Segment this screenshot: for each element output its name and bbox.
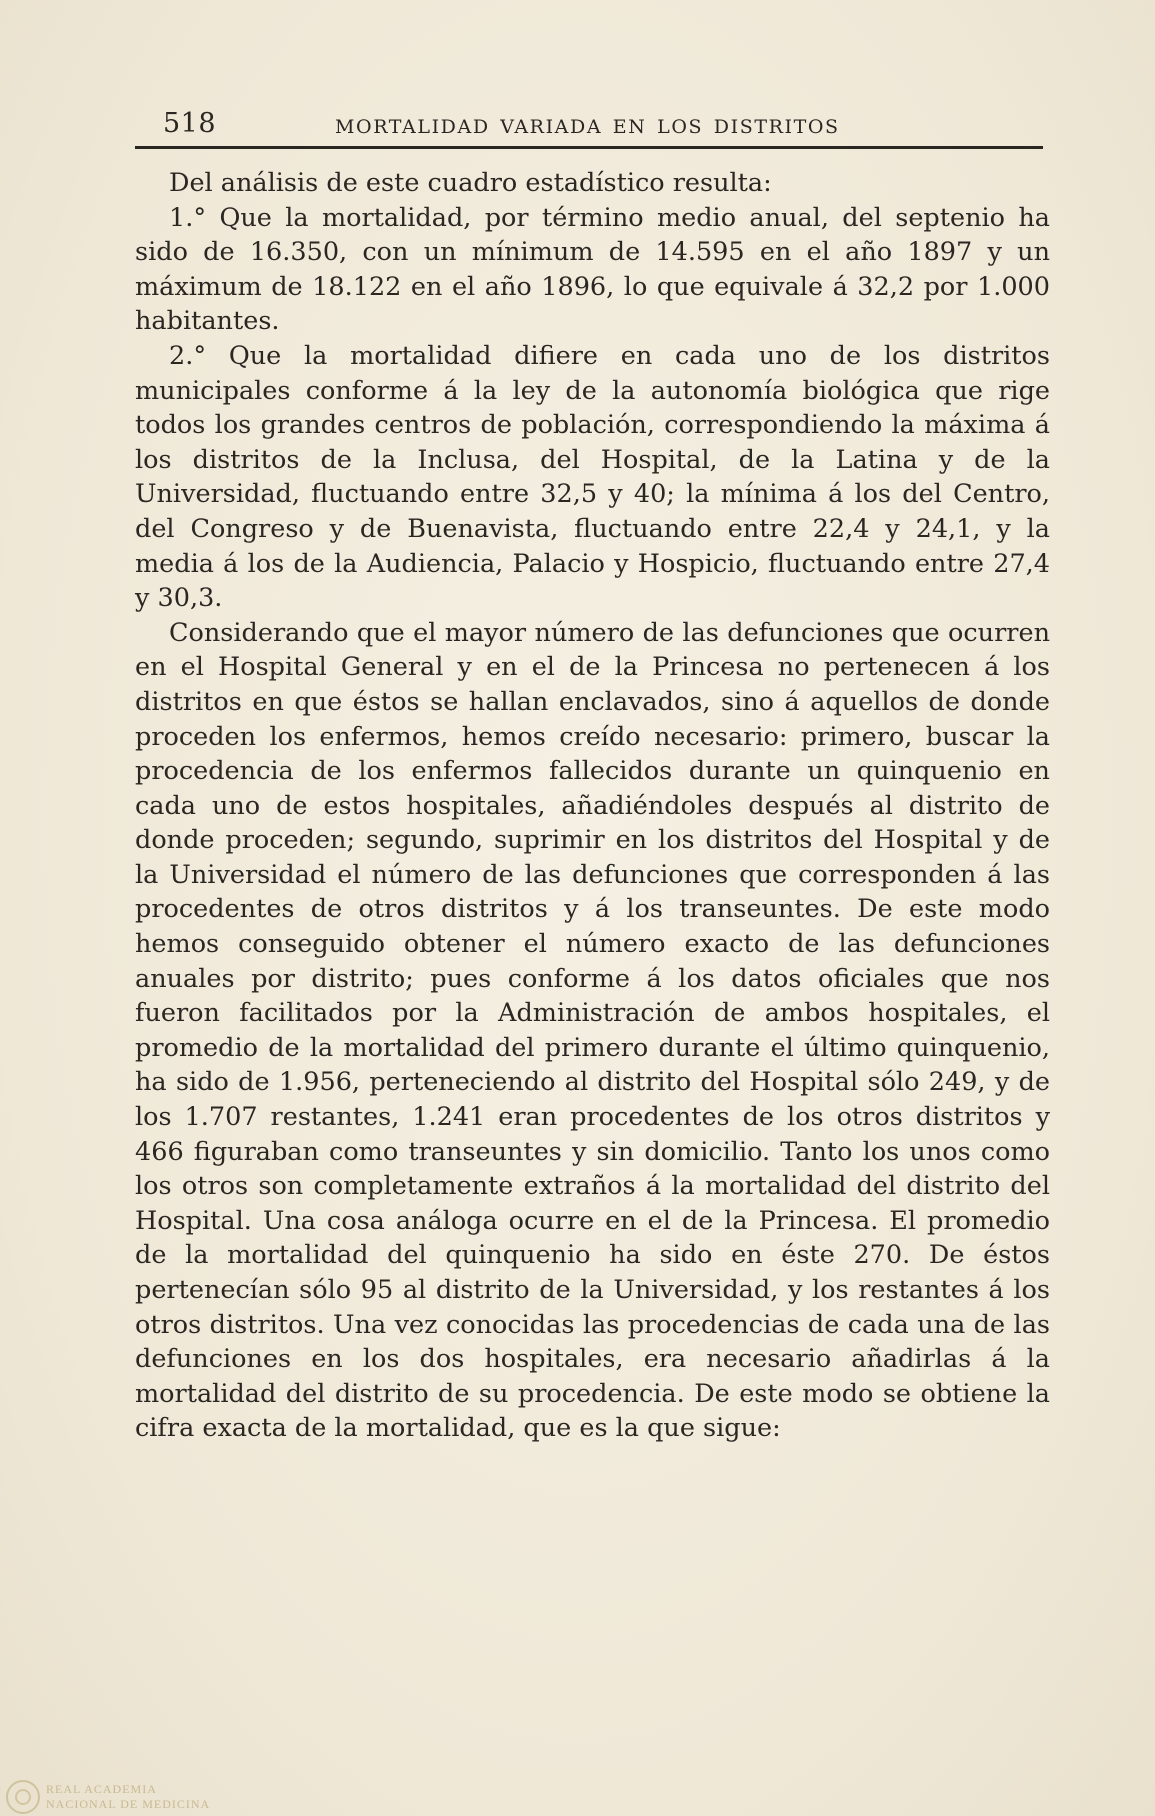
considerando-paragraph: Considerando que el mayor número de las defunciones que ocurren en el Hospital General y en el de la Princesa no pertenecen á los distritos en que éstos se hallan enclavados, sino á aquellos de donde proceden los enfermos, hemos creído necesario: primero, buscar la procedencia de los enfermos fallecidos durante un quinquenio en cada uno de estos hospitales, añadiéndoles después al distrito de donde proceden; segundo, suprimir en los distritos del Hospital y de la Universidad el número de las defunciones que corresponden á las procedentes de otros distritos y á los transeuntes. De este modo hemos conseguido obtener el número exacto de las defunciones anuales por distrito; pues conforme á los datos oficiales que nos fueron facilitados por la Administración de ambos hospitales, el promedio de la mortalidad del primero durante el último quinquenio, ha sido de 1.956, perteneciendo al distrito del Hospital sólo 249, y de los 1.707 restantes, 1.241 eran procedentes de los otros distritos y 466 figuraban como transeuntes y sin domicilio. Tanto los unos como los otros son completamente extraños á la mortalidad del distrito del Hospital. Una cosa análoga ocurre en el de la Princesa. El promedio de la mortalidad del quinquenio ha sido en éste 270. De éstos pertenecían sólo 95 al distrito de la Universidad, y los restantes á los otros distritos. Una vez conocidas las procedencias de cada una de las defunciones en los dos hospitales, era necesario añadirlas á la mortalidad del distrito de su procedencia. De este modo se obtiene la cifra exacta de la mortalidad, que es la que sigue: [135, 617, 1050, 1444]
seal-icon [6, 1780, 40, 1814]
watermark-line-2: NACIONAL DE MEDICINA [46, 1797, 211, 1811]
academy-watermark [4, 1776, 224, 1816]
point-one-paragraph: 1.° Que la mortalidad, por término medio anual, del septenio ha sido de 16.350, con un mínimum de 14.595 en el año 1897 y un máximum de 18.122 en el año 1896, lo que equivale á 32,2 por 1.000 habitantes. [135, 202, 1050, 337]
page-header [135, 100, 1045, 140]
point-two-paragraph: 2.° Que la mortalidad difiere en cada uno de los distritos municipales conforme á la ley de la autonomía biológica que rige todos los grandes centros de población, correspondiendo la máxima á los distritos de la Inclusa, del Hospital, de la Latina y de la Universidad, fluctuando entre 32,5 y 40; la mínima á los del Centro, del Congreso y de Buenavista, fluctuando entre 22,4 y 24,1, y la media á los de la Audiencia, Palacio y Hospicio, fluctuando entre 27,4 y 30,3. [135, 340, 1050, 614]
body-text [135, 166, 1050, 1446]
watermark-line-1: REAL ACADEMIA [46, 1782, 157, 1796]
intro-paragraph: Del análisis de este cuadro estadístico resulta: [169, 168, 772, 198]
page-number: 518 [163, 108, 217, 139]
header-rule [135, 146, 1043, 149]
running-title: MORTALIDAD VARIADA EN LOS DISTRITOS [335, 116, 840, 138]
